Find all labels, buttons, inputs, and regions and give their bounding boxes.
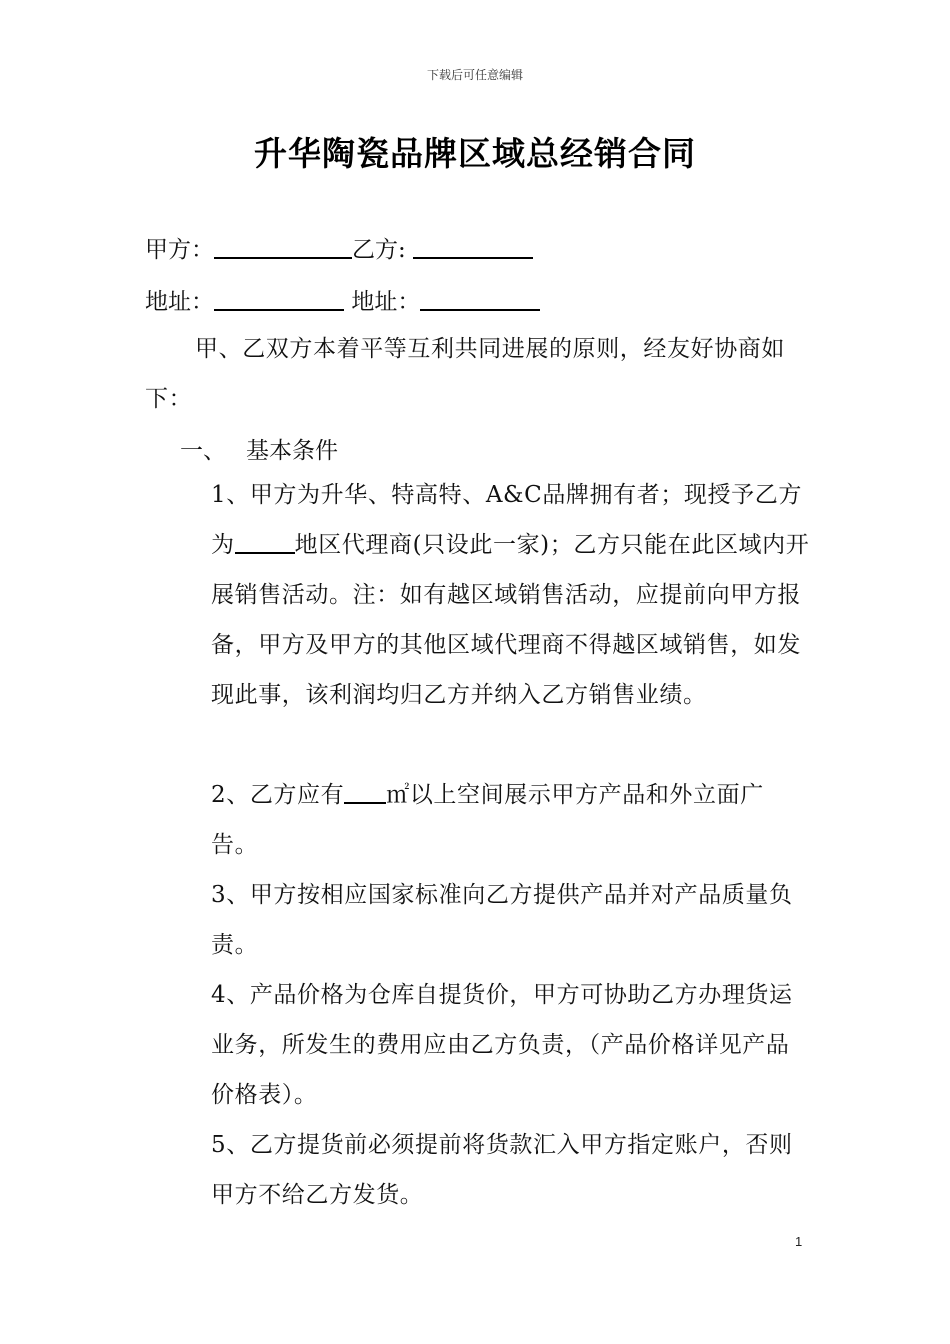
clause-2-part2: ㎡以上空间展示甲方产品和外立面广告。 — [211, 782, 764, 858]
address-b-blank — [420, 287, 540, 311]
clause-3: 3、甲方按相应国家标准向乙方提供产品并对产品质量负责。 — [211, 882, 793, 958]
clause-1-part1: 1、甲方为升华、特高特、A&C品牌拥有者；现授予乙方为 — [211, 482, 802, 558]
address-a-blank — [214, 287, 344, 311]
section-title: 基本条件 — [246, 438, 338, 464]
area-blank — [344, 780, 386, 804]
address-line — [145, 283, 540, 316]
region-blank — [235, 530, 295, 554]
address-b-label: 地址： — [351, 289, 421, 315]
clause-1-part2: 地区代理商(只设此一家)；乙方只能在此区域内开展销售活动。注：如有越区域销售活动，应提前向甲方报备，甲方及甲方的其他区域代理商不得越区域销售，如发现此事，该利润均归乙方并纳入乙方销售业绩。 — [211, 532, 810, 708]
contract-title: 升华陶瓷品牌区域总经销合同 — [254, 134, 696, 173]
party-b-blank — [413, 235, 533, 259]
intro-paragraph: 甲、乙双方本着平等互利共同进展的原则，经友好协商如下： — [145, 336, 785, 412]
party-a-label: 甲方： — [145, 237, 214, 263]
clause-5: 5、乙方提货前必须提前将货款汇入甲方指定账户，否则甲方不给乙方发货。 — [211, 1132, 793, 1208]
clause-1 — [211, 470, 811, 720]
page-number: 1 — [795, 1234, 803, 1249]
section-heading — [180, 432, 338, 465]
party-line — [145, 231, 533, 264]
party-b-label: 乙方: — [352, 237, 406, 263]
section-number: 一、 — [180, 438, 226, 464]
clause-2-part1: 2、乙方应有 — [211, 782, 345, 808]
party-a-blank — [214, 235, 352, 259]
address-a-label: 地址： — [145, 289, 214, 315]
header-note: 下载后可任意编辑 — [426, 68, 523, 82]
clause-2 — [211, 770, 811, 870]
clause-4: 4、产品价格为仓库自提货价，甲方可协助乙方办理货运业务，所发生的费用应由乙方负责，（产品价格详见产品价格表）。 — [211, 982, 793, 1108]
